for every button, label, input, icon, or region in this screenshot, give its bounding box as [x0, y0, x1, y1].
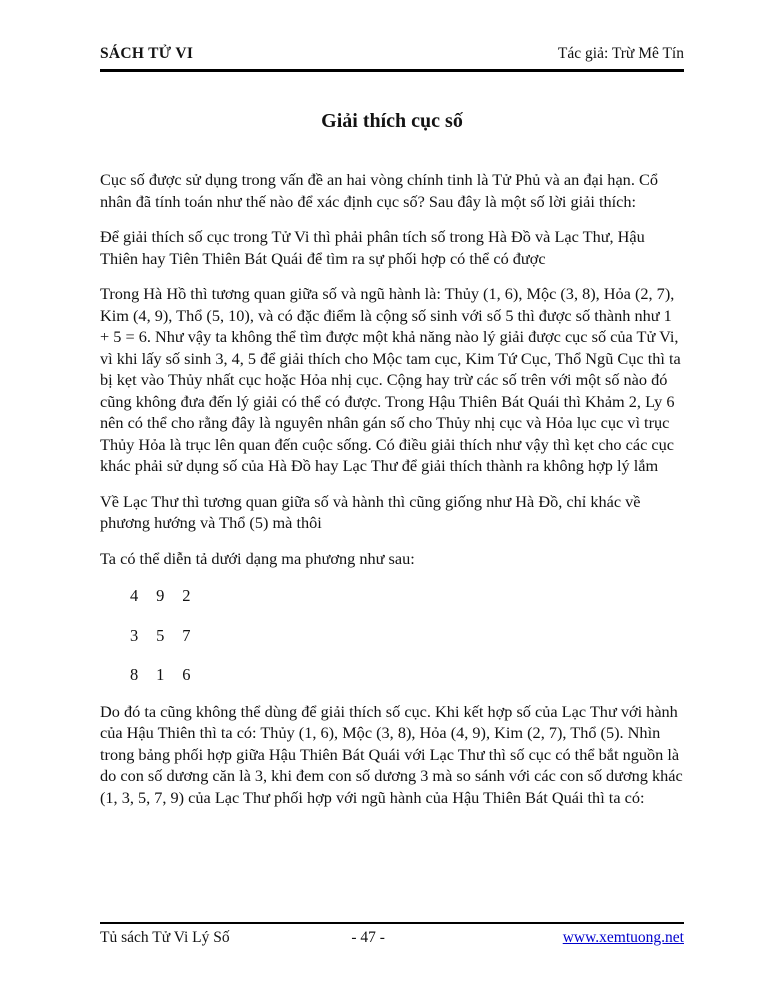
magic-square-cell: 9	[156, 586, 165, 605]
magic-square-cell: 5	[156, 625, 165, 645]
paragraph-ma-phuong-intro: Ta có thể diễn tả dưới dạng ma phương như sau:	[100, 548, 415, 568]
magic-square-cell: 8	[130, 665, 139, 684]
paragraph-lac-thu: Về Lạc Thư thì tương quan giữa số và hành thì cũng giống như Hà Đồ, chỉ khác về phương hướng và Thổ (5) mà thôi	[100, 491, 641, 532]
magic-square-row	[130, 664, 684, 686]
magic-square-cell: 6	[182, 665, 191, 684]
paragraph-explain-method: Để giải thích số cục trong Tử Vi thì phải phân tích số trong Hà Đồ và Lạc Thư, Hậu Thiên hay Tiên Thiên Bát Quái để tìm ra sự phối hợp có thể có được	[100, 227, 645, 268]
magic-square-row	[130, 625, 684, 647]
book-title: SÁCH TỬ VI	[100, 45, 194, 62]
magic-square-cell: 3	[130, 625, 139, 645]
magic-square-cell: 2	[182, 586, 191, 605]
section-title: Giải thích cục số	[321, 110, 463, 132]
page-number: - 47 -	[351, 929, 385, 946]
magic-square-row	[130, 585, 684, 607]
paragraph-ha-do-analysis: Trong Hà Hồ thì tương quan giữa số và ngũ hành là: Thủy (1, 6), Mộc (3, 8), Hỏa (2, 7), Kim (4, 9), Thổ (5, 10), và có đặc điểm là cộng số sinh với số 5 thì được số thành như 1 + 5 = 6. Như vậy ta không thể tìm được một khả năng nào lý giải được cục số của Tử Vi, vì khi lấy số sinh 3, 4, 5 để giải thích cho Mộc tam cục, Kim Tứ Cục, Thổ Ngũ Cục thì ta bị kẹt vào Thủy nhất cục hoặc Hỏa nhị cục. Cộng hay trừ các số trên với một số nào đó cũng không đưa đến lý giải có thể có được. Trong Hậu Thiên Bát Quái thì Khảm 2, Ly 6 nên có thể cho rằng đây là nguyên nhân gán số cho Thủy nhị cục và Hỏa lục cục vì trục Thủy Hỏa là trục lên quan đến cuộc sống. Có điều giải thích như vậy thì kẹt cho các cục khác phải sử dụng số của Hà Đồ hay Lạc Thư để giải thích thành ra không hợp lý lắm	[100, 284, 681, 475]
paragraph-intro: Cục số được sử dụng trong vấn đề an hai vòng chính tinh là Tử Phủ và an đại hạn. Cổ nhân đã tính toán như thế nào để xác định cục số? Sau đây là một số lời giải thích:	[100, 170, 658, 211]
magic-square-cell: 4	[130, 586, 139, 605]
footer-series-title: Tủ sách Tử Vi Lý Số	[100, 929, 230, 946]
author-credit: Tác giả: Trừ Mê Tín	[557, 45, 684, 62]
magic-square-cell: 7	[182, 625, 191, 645]
magic-square-cell: 1	[156, 665, 165, 684]
paragraph-conclusion: Do đó ta cũng không thể dùng để giải thích số cục. Khi kết hợp số của Lạc Thư với hành của Hậu Thiên thì ta có: Thủy (1, 6), Mộc (3, 8), Hỏa (4, 9), Kim (2, 7), Thổ (5). Nhìn trong bảng phối hợp giữa Hậu Thiên Bát Quái với Lạc Thư thì số cục có thể bắt nguồn là do con số dương căn là 3, khi đem con số dương 3 mà so sánh với các con số dương khác (1, 3, 5, 7, 9) của Lạc Thư phối hợp với ngũ hành của Hậu Thiên Bát Quái thì ta có:	[100, 701, 683, 807]
footer-link[interactable]: www.xemtuong.net	[562, 929, 684, 946]
page-header	[100, 45, 684, 72]
page-footer	[100, 922, 684, 947]
magic-square	[130, 585, 684, 686]
